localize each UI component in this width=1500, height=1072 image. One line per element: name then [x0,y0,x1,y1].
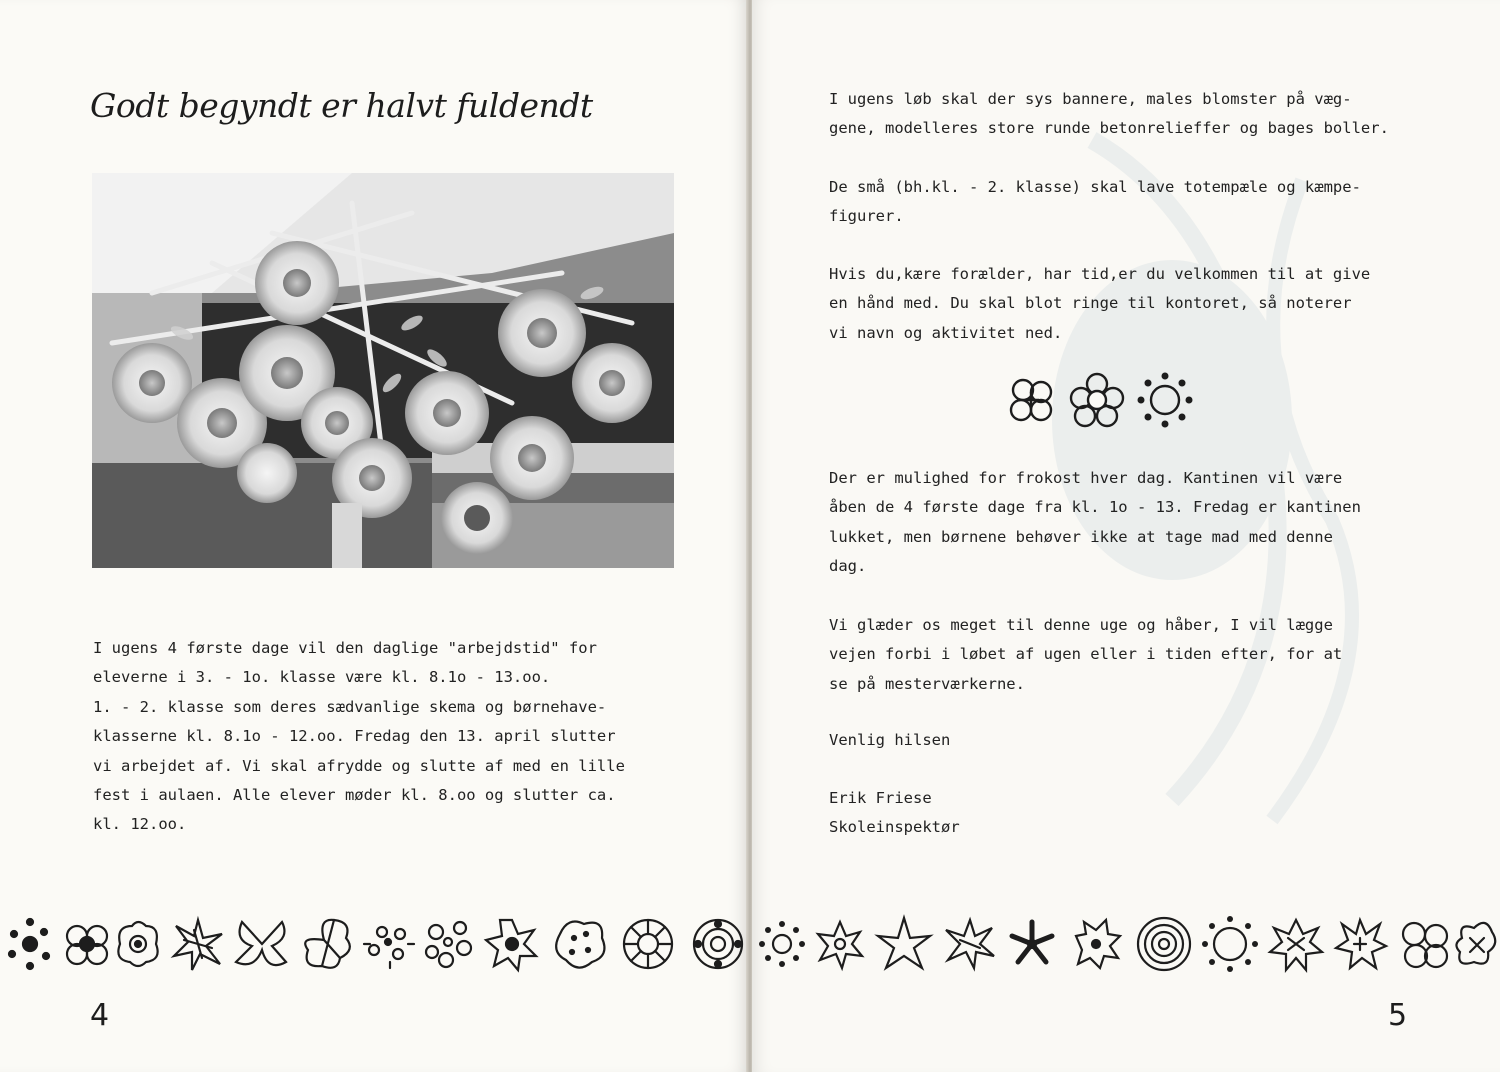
flower-doodle-icon [1138,918,1190,970]
flower-doodle-icon [1138,373,1193,428]
paragraph-lunch: Der er mulighed for frokost hver dag. Kantinen vil være åben de 4 første dage fra kl. 1o - 13. Fredag er kantinen lukket, men børnene behøver ikke at tage mad med denne dag. [829,469,1361,576]
page-number-right: 5 [1388,998,1408,1033]
flower-doodle-icon [818,922,862,968]
flower-doodle-icon [305,920,350,968]
flower-doodle-icon [236,922,286,965]
paragraph-small-classes: De små (bh.kl. - 2. klasse) skal lave totempæle og kæmpe- figurer. [829,178,1361,226]
flower-doodle-icon [1076,920,1120,968]
flower-doodle-icon [878,918,930,968]
right-page [752,0,1500,1072]
signer-name: Erik Friese [829,789,932,807]
left-page [0,0,748,1072]
flower-divider [1005,370,1200,430]
flower-doodle-icon [1071,374,1123,426]
flower-border-left [0,912,748,976]
paragraph-invitation: Vi glæder os meget til denne uge og håber, I vil lægge vejen forbi i løbet af ugen eller i tiden efter, for at se på mesterværkerne. [829,616,1343,693]
flower-doodle-icon [1456,923,1495,964]
paragraph-parents: Hvis du,kære forælder, har tid,er du velkommen til at give en hånd med. Du skal blot ringe til kontoret, så noterer vi navn og aktivitet ned. [829,265,1371,342]
flower-doodle-icon [426,922,471,967]
flower-doodle-icon [1011,380,1051,420]
page-number-left: 4 [90,998,110,1033]
flower-doodle-icon [174,920,222,970]
flower-doodle-icon [1012,922,1052,962]
paragraph-banners: I ugens løb skal der sys bannere, males blomster på væg- gene, modelleres store runde betonrelieffer og bages boller. [829,90,1389,138]
flower-doodle-icon [946,920,994,968]
flower-doodle-icon [1403,923,1447,967]
flower-doodle-icon [694,920,742,968]
flower-doodle-icon [624,920,672,968]
page-title: Godt begyndt er halvt fuldendt [90,86,593,125]
flower-border-right [752,912,1500,976]
flower-doodle-icon [556,922,604,968]
flower-doodle-icon [1336,920,1386,968]
flower-doodle-icon [9,919,49,969]
flower-photo [92,173,674,568]
flower-doodle-icon [1202,916,1258,972]
closing-greeting: Venlig hilsen [829,731,951,749]
flower-doodle-icon [67,926,107,964]
flower-doodle-icon [364,927,414,968]
left-body-text: I ugens 4 første dage vil den daglige "arbejdstid" for eleverne i 3. - 1o. klasse være kl. 8.1o - 13.oo. 1. - 2. klasse som deres sædvanlige skema og børnehave- klasserne kl. 8.1o - 12.oo. Fredag den 13. april slutter vi arbejdet af. Vi skal afrydde og slutte af med en lille fest i aulaen. Alle elever møder kl. 8.oo og slutter ca. kl. 12.oo. [93,639,625,834]
flower-doodle-icon [118,922,157,966]
signer-title: Skoleinspektør [829,818,960,836]
flower-doodle-icon [486,920,536,970]
flower-photo-image [92,173,674,568]
flower-doodle-icon [1270,920,1322,970]
flower-doodle-icon [759,921,805,967]
